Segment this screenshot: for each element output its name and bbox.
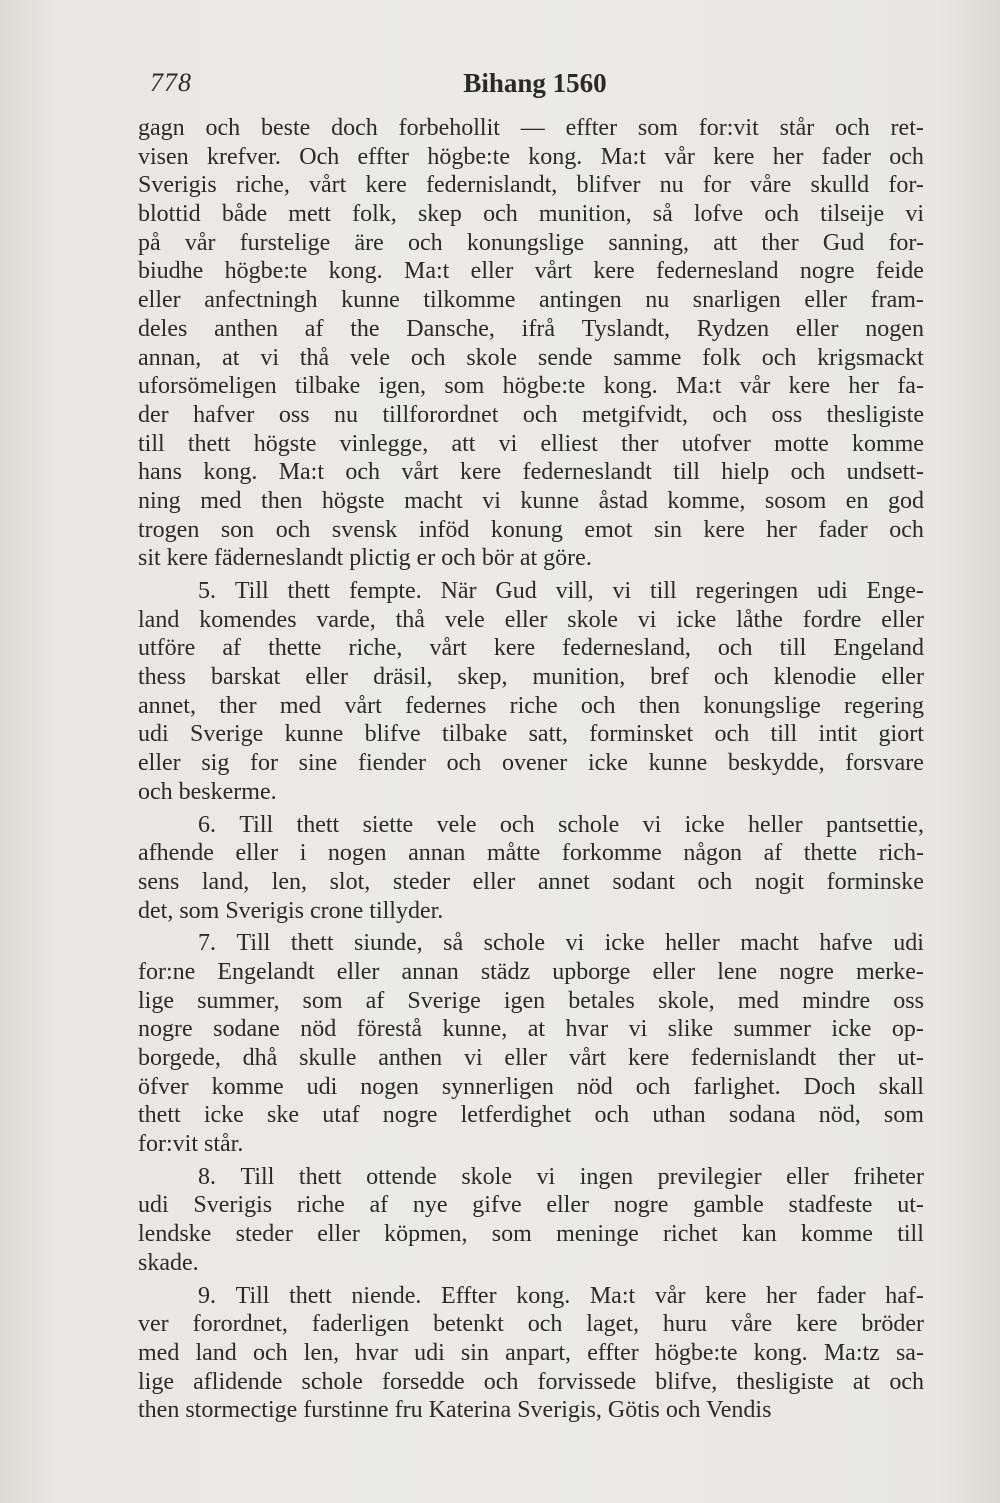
text-line: 6. Till thett siette vele och schole vi icke heller pantsettie, xyxy=(198,811,924,838)
text-line: lige summer, som af Sverige igen betales skole, med mindre oss xyxy=(138,987,924,1014)
text-line: thett icke ske utaf nogre letferdighet och uthan sodana nöd, som xyxy=(138,1102,924,1129)
text-line: lige aflidende schole forsedde och forvissede blifve, thesligiste at och xyxy=(138,1368,924,1395)
text-line: uforsömeligen tilbake igen, som högbe:te kong. Ma:t vår kere her fa- xyxy=(138,373,924,400)
text-line: eller sig for sine fiender och ovener icke kunne beskydde, forsvare xyxy=(138,750,924,777)
text-line: utföre af thette riche, vårt kere federnesland, och till Engeland xyxy=(138,635,924,662)
text-line: sit kere fäderneslandt plictig er och bör at göre. xyxy=(138,545,592,572)
paragraph xyxy=(138,929,924,1159)
text-line: 9. Till thett niende. Effter kong. Ma:t vår kere her fader haf- xyxy=(198,1282,924,1309)
text-line: land komendes varde, thå vele eller skole vi icke låthe fordre eller xyxy=(138,606,924,633)
text-line: det, som Sverigis crone tillyder. xyxy=(138,897,444,924)
text-line: then stormectige furstinne fru Katerina Sverigis, Götis och Vendis xyxy=(138,1397,772,1424)
body-text xyxy=(138,114,924,1425)
text-line: for:vit står. xyxy=(138,1131,244,1158)
text-line: ver forordnet, faderligen betenkt och laget, huru våre kere bröder xyxy=(138,1311,924,1338)
text-line: hans kong. Ma:t och vårt kere federneslandt till hielp och undsett- xyxy=(138,459,924,486)
text-line: lendske steder eller köpmen, som meninge richet kan komme till xyxy=(138,1221,924,1248)
text-line: for:ne Engelandt eller annan städz upborge eller lene nogre merke- xyxy=(138,958,924,985)
paragraph xyxy=(138,1163,924,1278)
text-line: blottid både mett folk, skep och munition, så lofve och tilseije vi xyxy=(138,201,924,228)
text-line: udi Sverige kunne blifve tilbake satt, forminsket och till intit giort xyxy=(138,721,924,748)
text-line: 8. Till thett ottende skole vi ingen previlegier eller friheter xyxy=(198,1163,924,1190)
text-line: 7. Till thett siunde, så schole vi icke heller macht hafve udi xyxy=(198,930,924,957)
running-head: Bihang 1560 xyxy=(463,68,607,98)
text-line: Sverigis riche, vårt kere federnislandt, blifver nu for våre skulld for- xyxy=(138,172,924,199)
text-line: och beskerme. xyxy=(138,778,277,805)
text-line: biudhe högbe:te kong. Ma:t eller vårt kere federnesland nogre feide xyxy=(138,258,924,285)
page-number: 778 xyxy=(150,68,192,97)
text-line: 5. Till thett fempte. När Gud vill, vi till regeringen udi Enge- xyxy=(198,578,924,604)
text-line: gagn och beste doch forbehollit — effter som for:vit står och ret- xyxy=(138,115,924,141)
text-line: till thett högste vinlegge, att vi elliest ther utofver motte komme xyxy=(138,430,924,457)
text-line: sens land, len, slot, steder eller annet sodant och nogit forminske xyxy=(138,868,924,895)
text-line: nogre sodane nöd förestå kunne, at hvar vi slike summer icke op- xyxy=(138,1016,924,1043)
text-line: eller anfectningh kunne tilkomme antingen nu snarligen eller fram- xyxy=(138,287,924,314)
paragraph xyxy=(138,1282,924,1425)
text-line: udi Sverigis riche af nye gifve eller nogre gamble stadfeste ut- xyxy=(138,1192,924,1219)
text-line: på vår furstelige äre och konungslige sanning, att ther Gud for- xyxy=(138,229,924,256)
text-line: thess barskat eller dräsil, skep, munition, bref och klenodie eller xyxy=(138,664,924,691)
text-line: der hafver oss nu tillforordnet och metgifvidt, och oss thesligiste xyxy=(138,401,924,428)
text-line: med land och len, hvar udi sin anpart, effter högbe:te kong. Ma:tz sa- xyxy=(138,1339,924,1366)
text-line: annet, ther med vårt federnes riche och then konungslige regering xyxy=(138,692,924,719)
page-header xyxy=(150,68,910,108)
text-line: afhende eller i nogen annan måtte forkomme någon af thette rich- xyxy=(138,840,924,867)
text-line: ning med then högste macht vi kunne åstad komme, sosom en god xyxy=(138,487,924,514)
text-line: trogen son och svensk inföd konung emot sin kere her fader och xyxy=(138,516,924,543)
text-line: öfver komme udi nogen synnerligen nöd och farlighet. Doch skall xyxy=(138,1073,924,1100)
paragraph xyxy=(138,811,924,926)
text-line: skade. xyxy=(138,1249,199,1276)
text-line: annan, at vi thå vele och skole sende samme folk och krigsmackt xyxy=(138,344,924,371)
text-line: deles anthen af the Dansche, ifrå Tyslandt, Rydzen eller nogen xyxy=(138,315,924,342)
paragraph xyxy=(138,114,924,573)
paragraph xyxy=(138,577,924,807)
text-line: borgede, dhå skulle anthen vi eller vårt kere federnislandt ther ut- xyxy=(138,1045,924,1071)
text-line: visen krefver. Och effter högbe:te kong. Ma:t vår kere her fader och xyxy=(138,143,924,170)
